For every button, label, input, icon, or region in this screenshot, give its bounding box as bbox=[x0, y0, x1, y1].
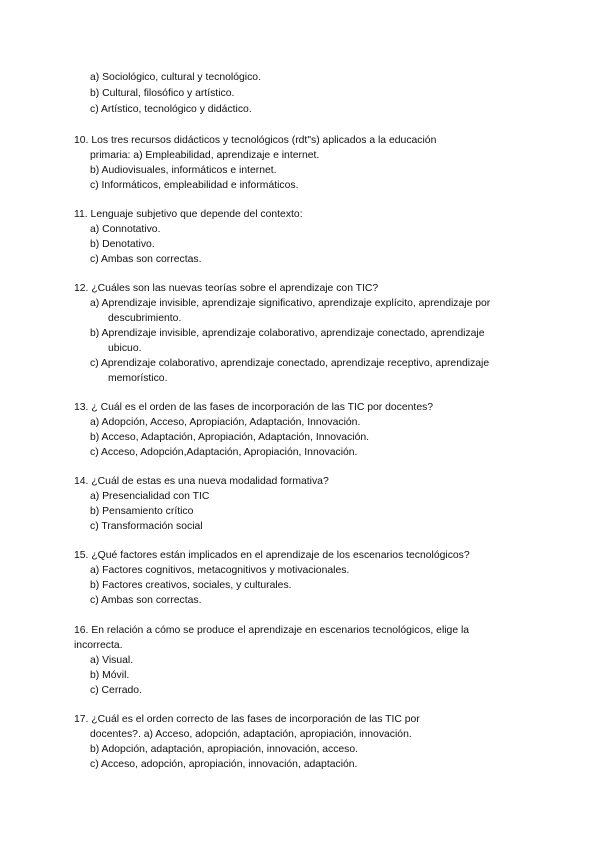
option-b: b) Pensamiento crítico bbox=[90, 506, 194, 517]
option-c: c) Acceso, adopción, apropiación, innovación, adaptación. bbox=[90, 759, 358, 770]
question-text: 10. Los tres recursos didácticos y tecnológicos (rdt"s) aplicados a la educación bbox=[74, 135, 437, 146]
option-b: b) Acceso, Adaptación, Apropiación, Adaptación, Innovación. bbox=[90, 432, 370, 443]
question-text: 12. ¿Cuáles son las nuevas teorías sobre el aprendizaje con TIC? bbox=[74, 283, 379, 294]
question-text-continued: docentes?. a) Acceso, adopción, adaptación, apropiación, innovación. bbox=[90, 729, 412, 740]
option-a: a) Sociológico, cultural y tecnológico. bbox=[90, 72, 261, 83]
option-b: b) Aprendizaje invisible, aprendizaje colaborativo, aprendizaje conectado, aprendizaje bbox=[90, 328, 485, 339]
option-a: a) Presencialidad con TIC bbox=[90, 491, 210, 502]
question-text: 11. Lenguaje subjetivo que depende del contexto: bbox=[74, 209, 303, 220]
option-a: a) Adopción, Acceso, Apropiación, Adaptación, Innovación. bbox=[90, 417, 361, 428]
question-text-continued: primaria: a) Empleabilidad, aprendizaje e internet. bbox=[90, 150, 320, 161]
option-c: c) Aprendizaje colaborativo, aprendizaje conectado, aprendizaje receptivo, aprendizaje bbox=[90, 358, 490, 369]
option-b: b) Móvil. bbox=[90, 670, 130, 681]
option-a: a) Visual. bbox=[90, 655, 134, 666]
option-b: b) Denotativo. bbox=[90, 239, 155, 250]
option-c: c) Cerrado. bbox=[90, 685, 142, 696]
question-text: 14. ¿Cuál de estas es una nueva modalidad formativa? bbox=[74, 476, 329, 487]
option-a: a) Aprendizaje invisible, aprendizaje significativo, aprendizaje explícito, aprendizaje por bbox=[90, 298, 491, 309]
option-a: a) Factores cognitivos, metacognitivos y motivacionales. bbox=[90, 565, 350, 576]
option-b-continued: ubicuo. bbox=[108, 343, 142, 354]
question-text: 17. ¿Cuál es el orden correcto de las fases de incorporación de las TIC por bbox=[74, 714, 420, 725]
option-a: a) Connotativo. bbox=[90, 224, 161, 235]
option-b: b) Audiovisuales, informáticos e internet. bbox=[90, 165, 277, 176]
option-c: c) Ambas son correctas. bbox=[90, 254, 202, 265]
option-a-continued: descubrimiento. bbox=[108, 313, 182, 324]
question-text-continued: incorrecta. bbox=[74, 640, 123, 651]
option-c: c) Informáticos, empleabilidad e informáticos. bbox=[90, 180, 299, 191]
option-c: c) Acceso, Adopción,Adaptación, Apropiación, Innovación. bbox=[90, 447, 358, 458]
option-c-continued: memorístico. bbox=[108, 373, 168, 384]
option-c: c) Artístico, tecnológico y didáctico. bbox=[90, 104, 252, 115]
option-b: b) Factores creativos, sociales, y culturales. bbox=[90, 580, 292, 591]
question-text: 15. ¿Qué factores están implicados en el aprendizaje de los escenarios tecnológicos? bbox=[74, 550, 470, 561]
question-text: 16. En relación a cómo se produce el aprendizaje en escenarios tecnológicos, elige la bbox=[74, 625, 470, 636]
option-c: c) Transformación social bbox=[90, 521, 203, 532]
question-text: 13. ¿ Cuál es el orden de las fases de incorporación de las TIC por docentes? bbox=[74, 402, 434, 413]
option-c: c) Ambas son correctas. bbox=[90, 595, 202, 606]
option-b: b) Adopción, adaptación, apropiación, innovación, acceso. bbox=[90, 744, 359, 755]
option-b: b) Cultural, filosófico y artístico. bbox=[90, 88, 235, 99]
